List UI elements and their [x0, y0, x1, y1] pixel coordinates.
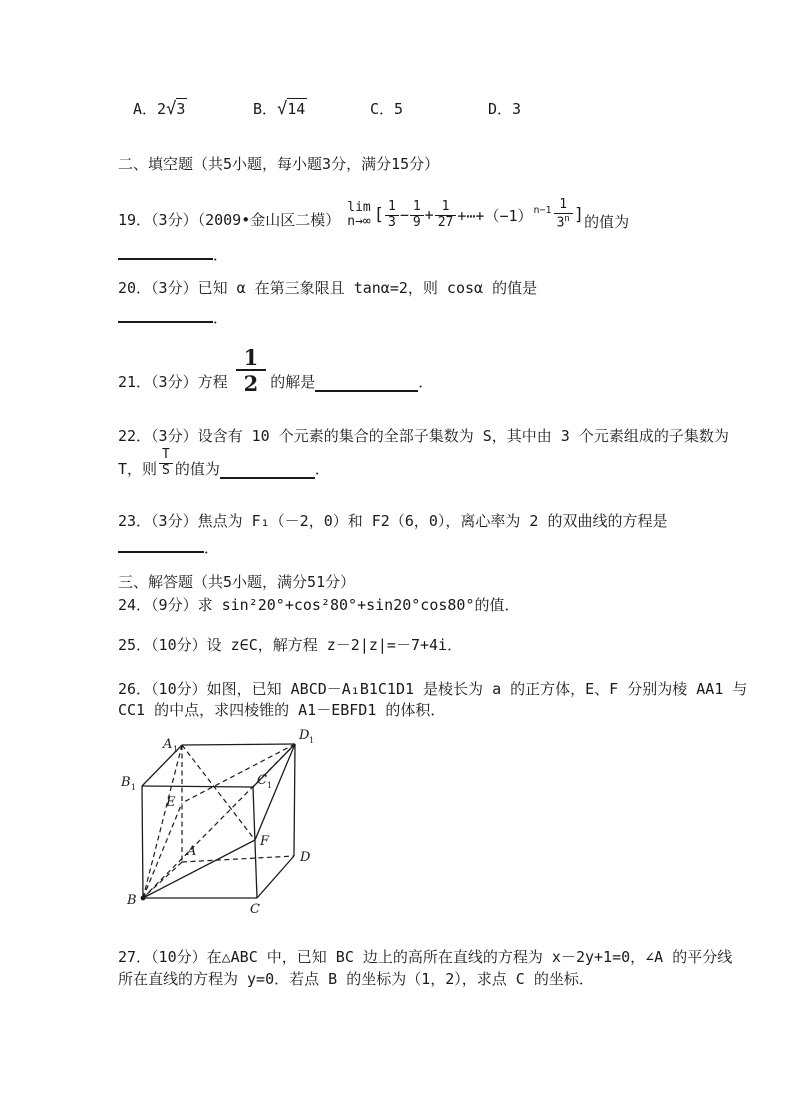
- q22-answer-blank: [220, 462, 315, 479]
- vertex-label-b1-sub: 1: [131, 783, 137, 792]
- edge-ab-hidden: [143, 862, 182, 898]
- plus-operator: +: [424, 206, 434, 224]
- question-27-line2: 所在直线的方程为 y=0．若点 B 的坐标为（1，2），求点 C 的坐标．: [118, 970, 594, 988]
- vertex-label-a: A: [187, 844, 197, 859]
- option-a-radicand: 3: [176, 100, 186, 118]
- edge-ad-hidden: [182, 856, 294, 862]
- option-c-value: 5: [394, 100, 404, 118]
- lim-subscript: n→∞: [347, 214, 371, 229]
- section3-header: 三、解答题（共5小题，满分51分）: [118, 573, 356, 591]
- vertex-label-a1-sub: 1: [173, 745, 179, 754]
- question-21: [118, 345, 434, 396]
- question-20: 20．（3分）已知 α 在第三象限且 tanα=2，则 cosα 的值是: [118, 279, 538, 297]
- minus-operator: −: [399, 206, 409, 224]
- vertex-label-f: F: [260, 834, 270, 849]
- option-b: [253, 98, 307, 119]
- one-half-fraction: $\frac{1}{2}$: [236, 347, 267, 394]
- question-24: 24．（9分）求 sin²20°+cos²80°+sin20°cos80°的值．: [118, 596, 520, 614]
- ellipsis-term: +⋯+（−1）: [457, 206, 533, 225]
- question-22-line1: 22．（3分）设含有 10 个元素的集合的全部子集数为 S，其中由 3 个元素组成的子集数为: [118, 427, 729, 445]
- option-b-radicand: 14: [287, 100, 306, 118]
- edge-a1f-hidden: [182, 745, 255, 840]
- vertex-label-b: B: [127, 893, 137, 908]
- q21-period: ．: [418, 373, 434, 391]
- edge-a1d1: [182, 744, 295, 745]
- q23-answer-line: [118, 536, 219, 558]
- question-19: [118, 190, 629, 240]
- edge-cd: [257, 856, 294, 898]
- sqrt-icon: √: [277, 99, 288, 119]
- q22-line2-suffix: 的值为: [174, 459, 220, 478]
- section2-header: 二、填空题（共5小题，每小题3分，满分15分）: [118, 155, 440, 173]
- option-b-label: B．: [253, 100, 278, 118]
- option-a: [133, 98, 187, 119]
- edge-b1c1: [142, 786, 253, 787]
- vertex-label-c1-sub: 1: [267, 781, 273, 790]
- q23-period: ．: [204, 539, 220, 557]
- vertex-b-dot: [141, 896, 146, 901]
- edge-dd1: [294, 744, 295, 856]
- q20-period: ．: [213, 309, 229, 327]
- question-26-line1: 26．（10分）如图，已知 ABCD－A₁B1C1D1 是棱长为 a 的正方体，E、F 分别为棱 AA1 与: [118, 680, 748, 698]
- option-d-value: 3: [512, 100, 522, 118]
- vertex-label-a1: A: [163, 737, 173, 752]
- right-bracket: ]: [573, 205, 585, 225]
- q19-answer-line: [118, 243, 228, 265]
- vertex-label-c1: C: [257, 773, 267, 788]
- t-over-s-fraction: $\frac{T}{S}$: [159, 448, 173, 479]
- q20-answer-line: [118, 306, 228, 328]
- option-a-label: A．: [133, 100, 158, 118]
- fraction-1-27: $\frac{1}{27}$: [435, 200, 457, 231]
- vertex-label-b1: B: [121, 775, 131, 790]
- q21-suffix: 的解是: [270, 373, 316, 391]
- q21-prefix: 21．（3分）方程: [118, 373, 228, 391]
- option-d-label: D．: [488, 100, 513, 118]
- vertex-label-d1-sub: 1: [309, 736, 315, 745]
- option-c: [370, 98, 403, 119]
- vertex-label-d1: D: [299, 728, 310, 743]
- vertex-label-c: C: [250, 902, 260, 917]
- question-26-line2: CC1 的中点，求四棱锥的 A1－EBFD1 的体积．: [118, 701, 446, 719]
- fraction-1-9: $\frac{1}{9}$: [410, 200, 424, 231]
- fraction-1-3n: $\frac{1}{3^n}$: [554, 198, 573, 231]
- q19-period: ．: [213, 246, 229, 264]
- q19-answer-blank: [118, 243, 213, 260]
- q22-line2-prefix: T，则: [118, 459, 158, 478]
- q19-suffix: 的值为: [584, 212, 630, 231]
- lim-word: lim: [347, 199, 371, 215]
- q20-answer-blank: [118, 306, 213, 323]
- q21-answer-blank: [315, 375, 418, 392]
- exponent-n: n: [564, 214, 570, 225]
- sqrt-icon: √: [166, 99, 177, 119]
- q23-answer-blank: [118, 536, 204, 553]
- edge-cc1: [253, 787, 257, 898]
- limit-operator: [347, 201, 370, 230]
- edge-b1b: [142, 786, 143, 898]
- question-25: 25．（10分）设 z∈C，解方程 z－2|z|=－7+4i．: [118, 636, 463, 654]
- question-27-line1: 27．（10分）在△ABC 中，已知 BC 边上的高所在直线的方程为 x－2y+1=0，∠A 的平分线: [118, 948, 733, 966]
- option-a-coefficient: 2: [157, 100, 167, 118]
- edge-d1f: [255, 744, 295, 840]
- question-22-line2: [118, 448, 330, 479]
- left-bracket: [: [373, 205, 384, 225]
- exponent-n-minus-1: n−1: [533, 204, 552, 216]
- vertex-label-d: D: [300, 850, 311, 865]
- option-d: [488, 98, 521, 119]
- edge-be-hidden: [143, 803, 182, 898]
- fraction-1-3: $\frac{1}{3}$: [385, 200, 399, 231]
- vertex-label-e: E: [166, 795, 176, 810]
- edge-a1b-hidden: [143, 745, 182, 898]
- edge-d1e-hidden: [182, 744, 295, 803]
- option-c-label: C．: [370, 100, 395, 118]
- q22-period: ．: [314, 459, 330, 478]
- question-23: 23．（3分）焦点为 F₁（－2，0）和 F2（6，0），离心率为 2 的双曲线的方程是: [118, 512, 668, 530]
- cube-figure: [112, 724, 337, 929]
- edge-bf: [143, 840, 255, 898]
- q19-prefix: 19．（3分）（2009•金山区二模）: [118, 210, 341, 229]
